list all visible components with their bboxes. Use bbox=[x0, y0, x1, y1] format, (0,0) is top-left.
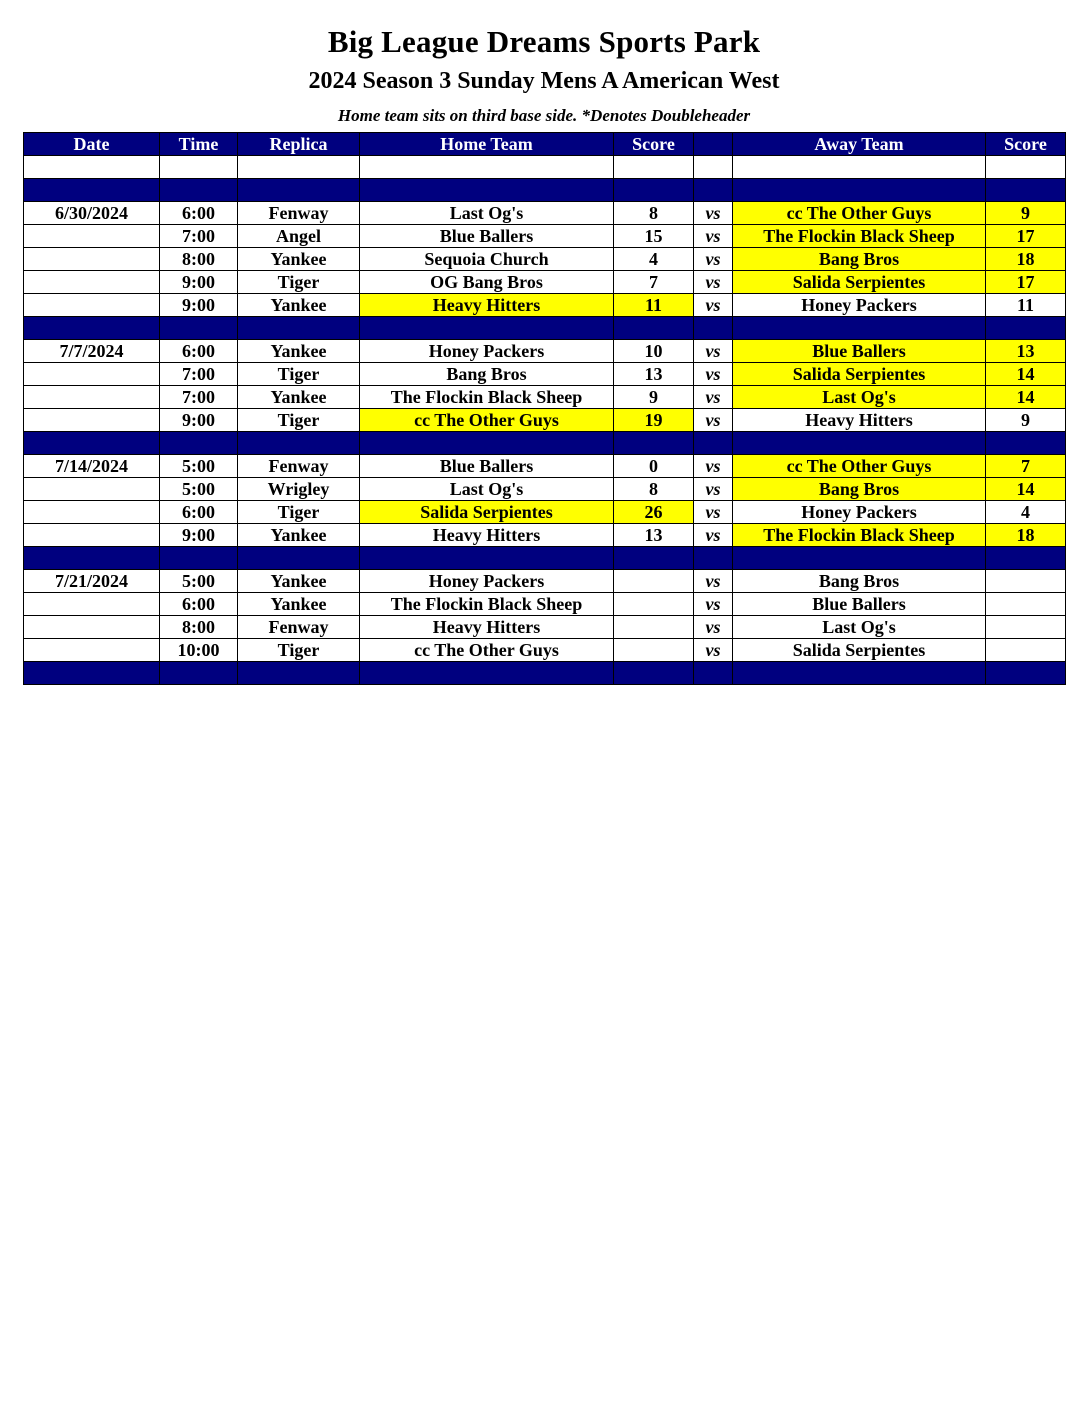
away-score-cell: 14 bbox=[986, 478, 1066, 501]
col-header-replica: Replica bbox=[238, 133, 360, 156]
time-cell: 7:00 bbox=[160, 386, 238, 409]
date-cell bbox=[24, 524, 160, 547]
away-team-cell: Bang Bros bbox=[733, 248, 986, 271]
table-row bbox=[24, 524, 1066, 547]
vs-cell: vs bbox=[694, 570, 733, 593]
table-cell bbox=[238, 317, 360, 340]
away-team-cell: cc The Other Guys bbox=[733, 455, 986, 478]
date-cell bbox=[24, 271, 160, 294]
col-header-vs bbox=[694, 133, 733, 156]
vs-cell: vs bbox=[694, 294, 733, 317]
schedule-body bbox=[24, 156, 1066, 685]
separator-row bbox=[24, 547, 1066, 570]
col-header-away-team: Away Team bbox=[733, 133, 986, 156]
home-team-cell: Last Og's bbox=[360, 202, 614, 225]
time-cell: 6:00 bbox=[160, 340, 238, 363]
home-team-cell: The Flockin Black Sheep bbox=[360, 386, 614, 409]
date-cell bbox=[24, 478, 160, 501]
date-cell bbox=[24, 409, 160, 432]
home-team-cell: Last Og's bbox=[360, 478, 614, 501]
time-cell: 5:00 bbox=[160, 455, 238, 478]
vs-cell: vs bbox=[694, 363, 733, 386]
time-cell: 7:00 bbox=[160, 225, 238, 248]
date-cell bbox=[24, 363, 160, 386]
table-cell bbox=[733, 179, 986, 202]
replica-cell: Yankee bbox=[238, 570, 360, 593]
home-score-cell: 19 bbox=[614, 409, 694, 432]
away-score-cell: 4 bbox=[986, 501, 1066, 524]
table-cell bbox=[238, 662, 360, 685]
time-cell: 10:00 bbox=[160, 639, 238, 662]
home-team-cell: cc The Other Guys bbox=[360, 409, 614, 432]
replica-cell: Fenway bbox=[238, 616, 360, 639]
table-cell bbox=[614, 317, 694, 340]
home-score-cell: 0 bbox=[614, 455, 694, 478]
table-cell bbox=[160, 317, 238, 340]
time-cell: 9:00 bbox=[160, 271, 238, 294]
away-score-cell: 18 bbox=[986, 524, 1066, 547]
vs-cell: vs bbox=[694, 225, 733, 248]
replica-cell: Tiger bbox=[238, 409, 360, 432]
date-cell: 7/21/2024 bbox=[24, 570, 160, 593]
table-cell bbox=[694, 156, 733, 179]
table-cell bbox=[694, 547, 733, 570]
replica-cell: Yankee bbox=[238, 340, 360, 363]
replica-cell: Tiger bbox=[238, 271, 360, 294]
away-team-cell: Honey Packers bbox=[733, 501, 986, 524]
home-score-cell bbox=[614, 639, 694, 662]
home-team-cell: Blue Ballers bbox=[360, 225, 614, 248]
table-row bbox=[24, 363, 1066, 386]
home-team-cell: Sequoia Church bbox=[360, 248, 614, 271]
date-cell: 7/14/2024 bbox=[24, 455, 160, 478]
away-score-cell bbox=[986, 570, 1066, 593]
col-header-home-team: Home Team bbox=[360, 133, 614, 156]
separator-row bbox=[24, 179, 1066, 202]
date-cell: 7/7/2024 bbox=[24, 340, 160, 363]
vs-cell: vs bbox=[694, 340, 733, 363]
away-score-cell: 13 bbox=[986, 340, 1066, 363]
table-cell bbox=[360, 156, 614, 179]
time-cell: 9:00 bbox=[160, 409, 238, 432]
table-cell bbox=[733, 156, 986, 179]
table-cell bbox=[24, 156, 160, 179]
empty-row bbox=[24, 156, 1066, 179]
away-score-cell: 14 bbox=[986, 363, 1066, 386]
table-cell bbox=[614, 662, 694, 685]
time-cell: 8:00 bbox=[160, 616, 238, 639]
table-cell bbox=[360, 179, 614, 202]
home-score-cell: 8 bbox=[614, 478, 694, 501]
table-cell bbox=[614, 179, 694, 202]
page-subtitle: 2024 Season 3 Sunday Mens A American West bbox=[308, 68, 780, 94]
table-cell bbox=[24, 317, 160, 340]
table-cell bbox=[24, 432, 160, 455]
table-row bbox=[24, 248, 1066, 271]
replica-cell: Tiger bbox=[238, 501, 360, 524]
away-team-cell: Salida Serpientes bbox=[733, 639, 986, 662]
vs-cell: vs bbox=[694, 639, 733, 662]
date-cell bbox=[24, 639, 160, 662]
vs-cell: vs bbox=[694, 202, 733, 225]
table-cell bbox=[24, 547, 160, 570]
away-team-cell: Blue Ballers bbox=[733, 340, 986, 363]
vs-cell: vs bbox=[694, 616, 733, 639]
table-cell bbox=[160, 432, 238, 455]
home-team-cell: Honey Packers bbox=[360, 570, 614, 593]
away-team-cell: Salida Serpientes bbox=[733, 271, 986, 294]
away-team-cell: Blue Ballers bbox=[733, 593, 986, 616]
away-score-cell bbox=[986, 593, 1066, 616]
replica-cell: Fenway bbox=[238, 202, 360, 225]
away-score-cell: 18 bbox=[986, 248, 1066, 271]
table-cell bbox=[360, 432, 614, 455]
home-team-cell: Blue Ballers bbox=[360, 455, 614, 478]
home-team-cell: cc The Other Guys bbox=[360, 639, 614, 662]
col-header-away-score: Score bbox=[986, 133, 1066, 156]
time-cell: 6:00 bbox=[160, 593, 238, 616]
table-row bbox=[24, 455, 1066, 478]
table-row bbox=[24, 409, 1066, 432]
separator-row bbox=[24, 432, 1066, 455]
vs-cell: vs bbox=[694, 386, 733, 409]
replica-cell: Yankee bbox=[238, 248, 360, 271]
col-header-time: Time bbox=[160, 133, 238, 156]
table-cell bbox=[614, 156, 694, 179]
away-team-cell: cc The Other Guys bbox=[733, 202, 986, 225]
date-cell: 6/30/2024 bbox=[24, 202, 160, 225]
table-cell bbox=[160, 547, 238, 570]
table-row bbox=[24, 340, 1066, 363]
home-team-cell: The Flockin Black Sheep bbox=[360, 593, 614, 616]
replica-cell: Yankee bbox=[238, 524, 360, 547]
table-row bbox=[24, 616, 1066, 639]
date-cell bbox=[24, 501, 160, 524]
separator-row bbox=[24, 662, 1066, 685]
replica-cell: Angel bbox=[238, 225, 360, 248]
away-score-cell: 11 bbox=[986, 294, 1066, 317]
time-cell: 5:00 bbox=[160, 570, 238, 593]
col-header-home-score: Score bbox=[614, 133, 694, 156]
table-cell bbox=[733, 662, 986, 685]
home-score-cell: 8 bbox=[614, 202, 694, 225]
date-cell bbox=[24, 386, 160, 409]
away-team-cell: Salida Serpientes bbox=[733, 363, 986, 386]
away-team-cell: Last Og's bbox=[733, 616, 986, 639]
table-cell bbox=[160, 156, 238, 179]
home-team-cell: OG Bang Bros bbox=[360, 271, 614, 294]
home-score-cell bbox=[614, 593, 694, 616]
away-team-cell: Bang Bros bbox=[733, 478, 986, 501]
away-score-cell: 9 bbox=[986, 409, 1066, 432]
away-team-cell: The Flockin Black Sheep bbox=[733, 524, 986, 547]
table-cell bbox=[694, 662, 733, 685]
home-score-cell bbox=[614, 570, 694, 593]
replica-cell: Fenway bbox=[238, 455, 360, 478]
table-cell bbox=[614, 432, 694, 455]
vs-cell: vs bbox=[694, 524, 733, 547]
table-cell bbox=[694, 317, 733, 340]
away-team-cell: Last Og's bbox=[733, 386, 986, 409]
table-cell bbox=[986, 317, 1066, 340]
time-cell: 9:00 bbox=[160, 524, 238, 547]
time-cell: 9:00 bbox=[160, 294, 238, 317]
vs-cell: vs bbox=[694, 271, 733, 294]
time-cell: 5:00 bbox=[160, 478, 238, 501]
vs-cell: vs bbox=[694, 593, 733, 616]
table-row bbox=[24, 593, 1066, 616]
table-cell bbox=[733, 547, 986, 570]
table-row bbox=[24, 294, 1066, 317]
table-cell bbox=[986, 662, 1066, 685]
away-score-cell: 7 bbox=[986, 455, 1066, 478]
table-cell bbox=[986, 156, 1066, 179]
vs-cell: vs bbox=[694, 455, 733, 478]
vs-cell: vs bbox=[694, 409, 733, 432]
replica-cell: Tiger bbox=[238, 363, 360, 386]
replica-cell: Wrigley bbox=[238, 478, 360, 501]
separator-row bbox=[24, 317, 1066, 340]
replica-cell: Tiger bbox=[238, 639, 360, 662]
table-row bbox=[24, 386, 1066, 409]
table-row bbox=[24, 570, 1066, 593]
date-cell bbox=[24, 294, 160, 317]
home-score-cell: 11 bbox=[614, 294, 694, 317]
table-cell bbox=[238, 156, 360, 179]
table-cell bbox=[238, 432, 360, 455]
date-cell bbox=[24, 616, 160, 639]
time-cell: 6:00 bbox=[160, 202, 238, 225]
time-cell: 7:00 bbox=[160, 363, 238, 386]
home-score-cell: 10 bbox=[614, 340, 694, 363]
vs-cell: vs bbox=[694, 501, 733, 524]
time-cell: 8:00 bbox=[160, 248, 238, 271]
vs-cell: vs bbox=[694, 248, 733, 271]
table-cell bbox=[986, 179, 1066, 202]
home-team-cell: Heavy Hitters bbox=[360, 294, 614, 317]
home-score-cell: 26 bbox=[614, 501, 694, 524]
table-row bbox=[24, 202, 1066, 225]
time-cell: 6:00 bbox=[160, 501, 238, 524]
home-team-cell: Salida Serpientes bbox=[360, 501, 614, 524]
table-row bbox=[24, 271, 1066, 294]
table-cell bbox=[160, 662, 238, 685]
table-cell bbox=[614, 547, 694, 570]
table-cell bbox=[360, 547, 614, 570]
table-cell bbox=[360, 317, 614, 340]
table-row bbox=[24, 225, 1066, 248]
away-score-cell: 17 bbox=[986, 271, 1066, 294]
table-cell bbox=[238, 547, 360, 570]
away-score-cell: 17 bbox=[986, 225, 1066, 248]
page-title: Big League Dreams Sports Park bbox=[327, 24, 761, 59]
date-cell bbox=[24, 593, 160, 616]
away-team-cell: Heavy Hitters bbox=[733, 409, 986, 432]
table-cell bbox=[986, 547, 1066, 570]
table-cell bbox=[733, 432, 986, 455]
date-cell bbox=[24, 248, 160, 271]
vs-cell: vs bbox=[694, 478, 733, 501]
home-team-cell: Heavy Hitters bbox=[360, 616, 614, 639]
home-score-cell: 4 bbox=[614, 248, 694, 271]
table-cell bbox=[238, 179, 360, 202]
home-score-cell: 13 bbox=[614, 524, 694, 547]
table-row bbox=[24, 501, 1066, 524]
replica-cell: Yankee bbox=[238, 294, 360, 317]
away-team-cell: Bang Bros bbox=[733, 570, 986, 593]
replica-cell: Yankee bbox=[238, 386, 360, 409]
home-score-cell: 15 bbox=[614, 225, 694, 248]
col-header-date: Date bbox=[24, 133, 160, 156]
home-team-cell: Heavy Hitters bbox=[360, 524, 614, 547]
table-cell bbox=[694, 432, 733, 455]
home-score-cell: 13 bbox=[614, 363, 694, 386]
table-cell bbox=[24, 662, 160, 685]
away-score-cell bbox=[986, 616, 1066, 639]
home-score-cell: 9 bbox=[614, 386, 694, 409]
home-score-cell bbox=[614, 616, 694, 639]
table-cell bbox=[986, 432, 1066, 455]
header-row bbox=[24, 133, 1066, 156]
home-team-cell: Bang Bros bbox=[360, 363, 614, 386]
table-row bbox=[24, 478, 1066, 501]
table-cell bbox=[160, 179, 238, 202]
away-team-cell: Honey Packers bbox=[733, 294, 986, 317]
page-note: Home team sits on third base side. *Denotes Doubleheader bbox=[337, 106, 751, 125]
home-team-cell: Honey Packers bbox=[360, 340, 614, 363]
away-score-cell bbox=[986, 639, 1066, 662]
table-cell bbox=[694, 179, 733, 202]
home-score-cell: 7 bbox=[614, 271, 694, 294]
away-score-cell: 9 bbox=[986, 202, 1066, 225]
schedule-table bbox=[23, 132, 1066, 685]
table-row bbox=[24, 639, 1066, 662]
table-cell bbox=[733, 317, 986, 340]
table-cell bbox=[24, 179, 160, 202]
away-team-cell: The Flockin Black Sheep bbox=[733, 225, 986, 248]
table-cell bbox=[360, 662, 614, 685]
date-cell bbox=[24, 225, 160, 248]
replica-cell: Yankee bbox=[238, 593, 360, 616]
away-score-cell: 14 bbox=[986, 386, 1066, 409]
